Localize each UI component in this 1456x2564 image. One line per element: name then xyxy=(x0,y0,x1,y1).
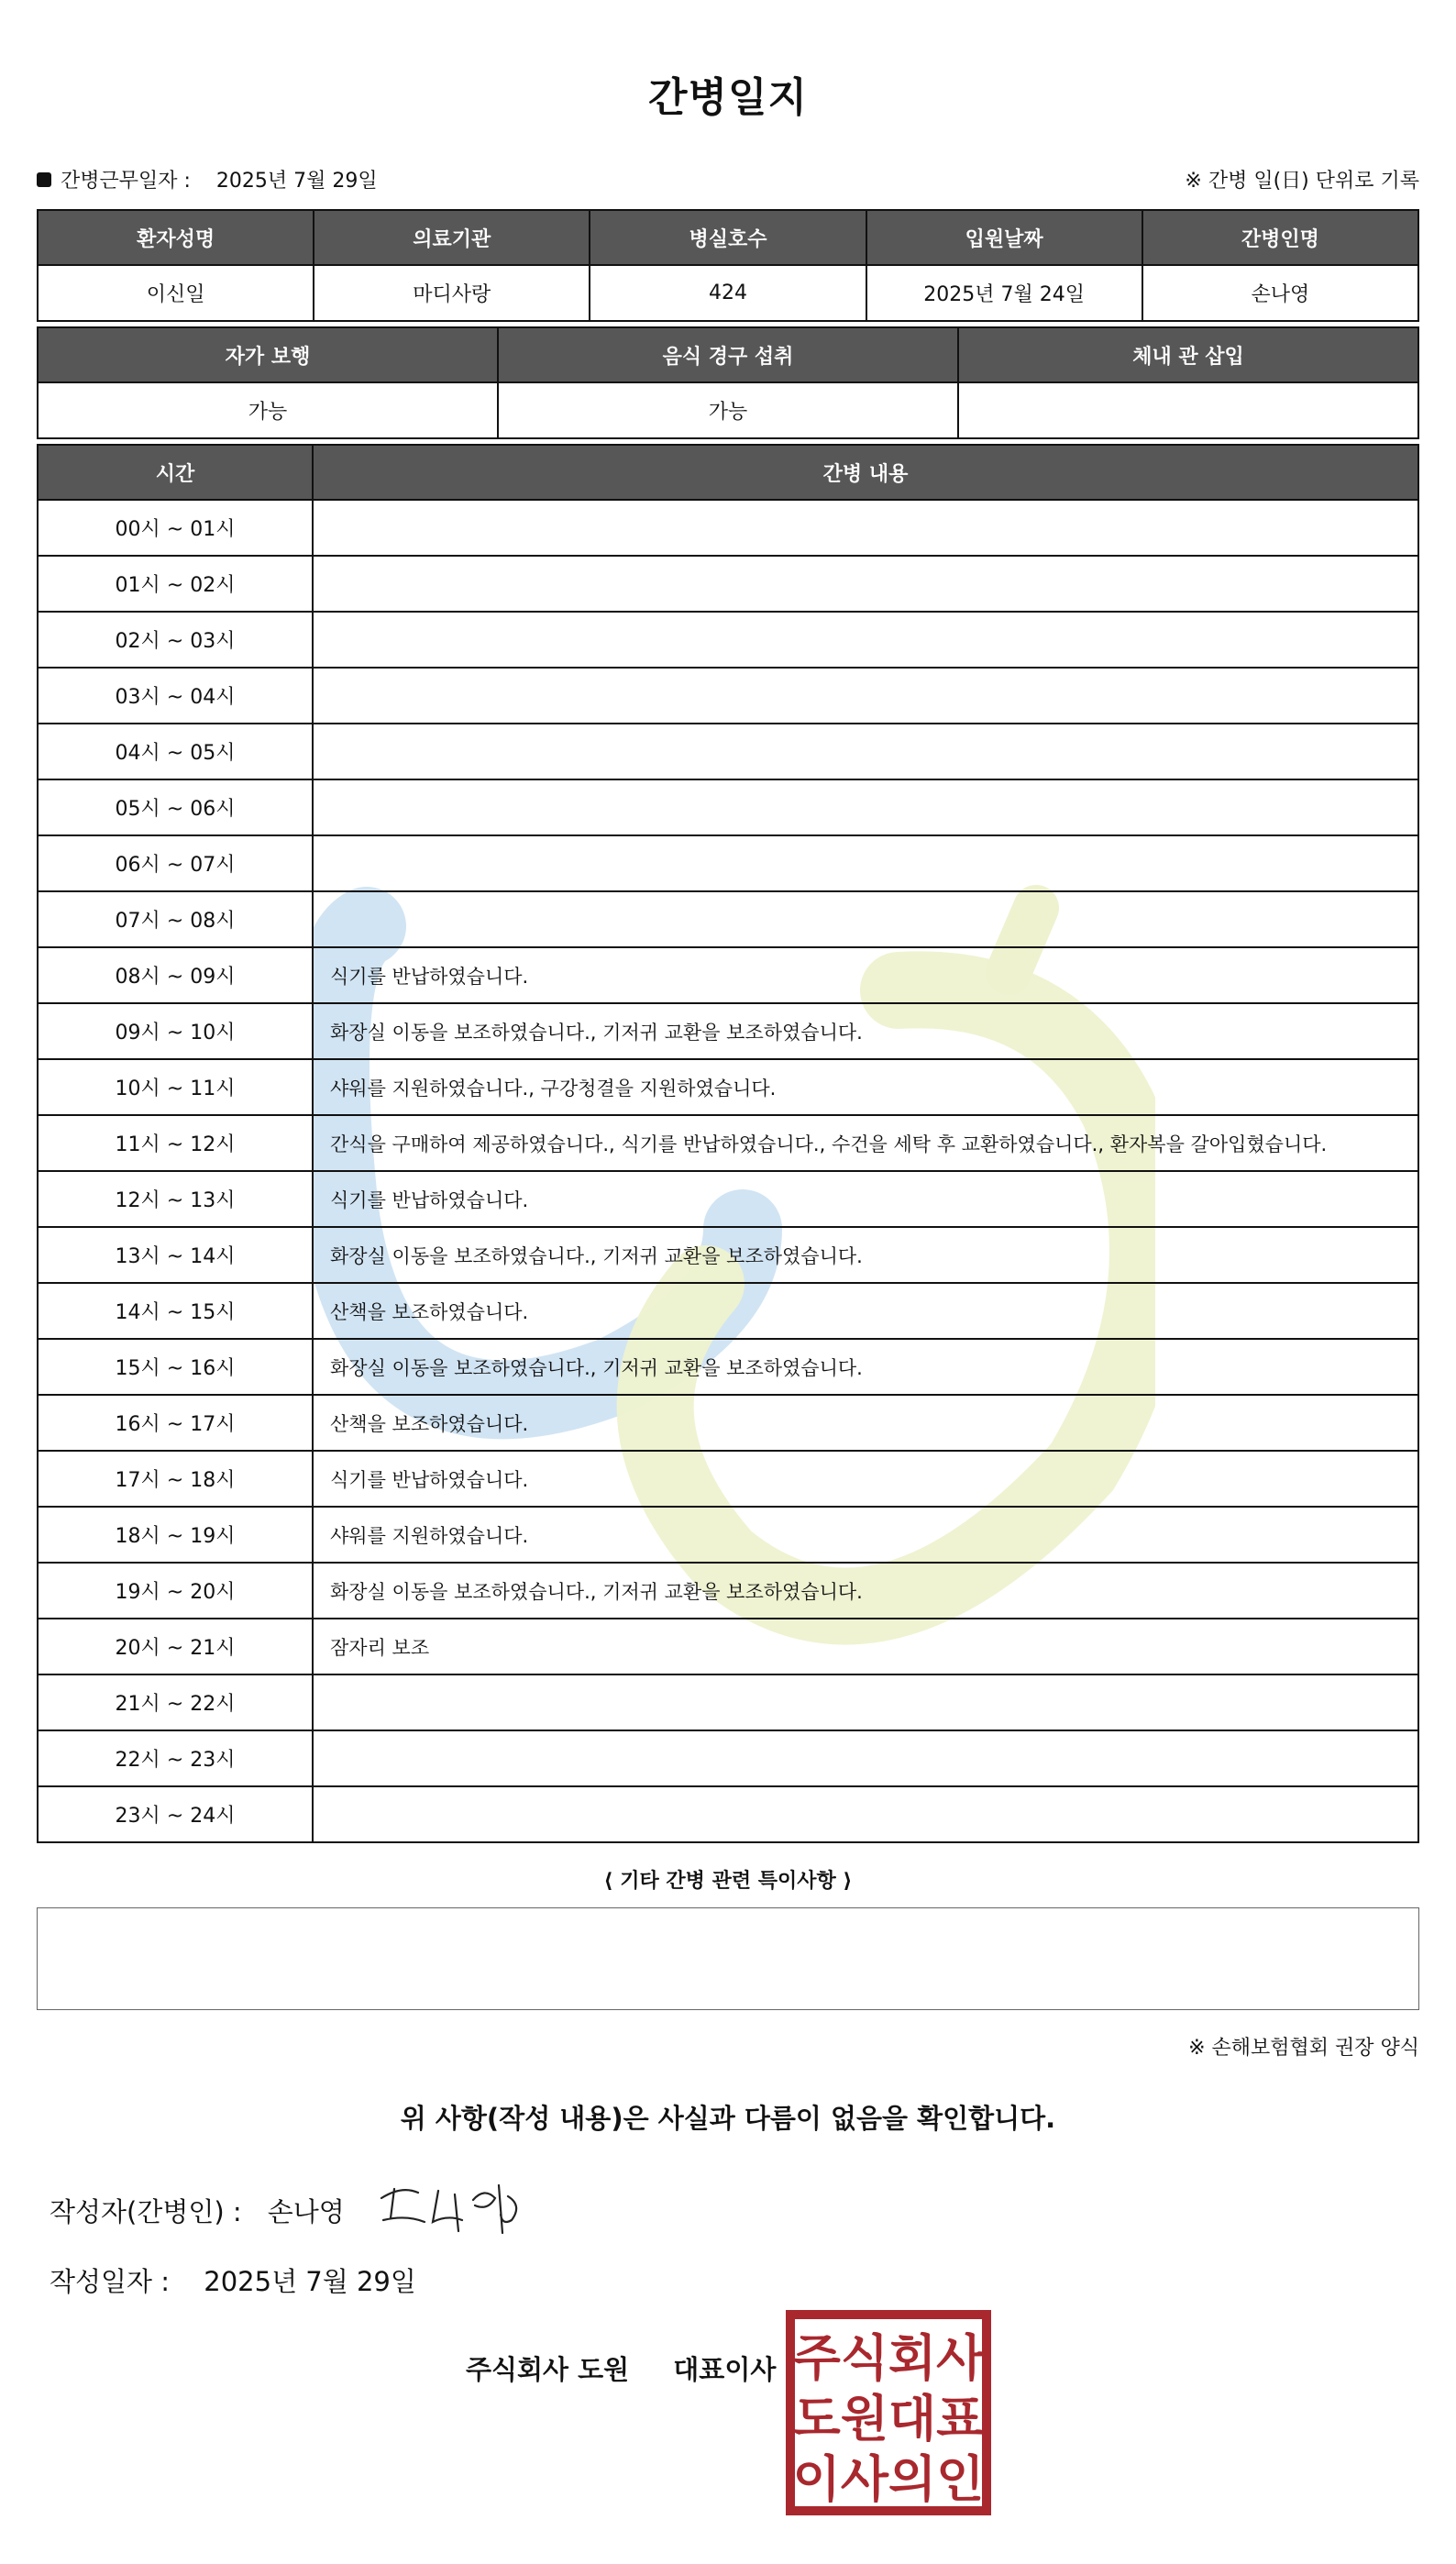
care-log-time: 01시 ~ 02시 xyxy=(38,556,313,612)
company-seal-stamp xyxy=(785,2309,992,2516)
confirm-statement: 위 사항(작성 내용)은 사실과 다름이 없음을 확인합니다. xyxy=(400,2103,1056,2134)
writer-label: 작성자(간병인) : xyxy=(50,2196,242,2227)
care-log-content[interactable] xyxy=(313,1674,1418,1730)
care-log-row xyxy=(38,1619,1418,1674)
care-log-time: 05시 ~ 06시 xyxy=(38,779,313,835)
care-log-row xyxy=(38,1059,1418,1115)
writer-name: 손나영 xyxy=(267,2196,345,2227)
patient-status-value-row xyxy=(38,382,1418,438)
oral-intake: 가능 xyxy=(498,382,958,438)
care-log-content[interactable] xyxy=(313,668,1418,724)
care-log-content[interactable] xyxy=(313,500,1418,556)
care-log-content[interactable]: 산책을 보조하였습니다. xyxy=(313,1283,1418,1339)
care-log-row xyxy=(38,1227,1418,1283)
care-log-time: 14시 ~ 15시 xyxy=(38,1283,313,1339)
care-log-header-row xyxy=(38,445,1418,500)
care-log-time: 07시 ~ 08시 xyxy=(38,891,313,947)
care-log-time: 12시 ~ 13시 xyxy=(38,1171,313,1227)
patient-status-header-row xyxy=(38,327,1418,382)
care-log-time: 09시 ~ 10시 xyxy=(38,1003,313,1059)
care-log-content[interactable]: 화장실 이동을 보조하였습니다., 기저귀 교환을 보조하였습니다. xyxy=(313,1227,1418,1283)
work-date xyxy=(37,165,378,193)
tube-insertion xyxy=(958,382,1418,438)
care-log-content[interactable] xyxy=(313,1730,1418,1786)
care-log-content[interactable]: 식기를 반납하였습니다. xyxy=(313,1171,1418,1227)
write-date-value: 2025년 7월 29일 xyxy=(204,2266,416,2297)
care-log-time: 19시 ~ 20시 xyxy=(38,1563,313,1619)
care-log-row xyxy=(38,1451,1418,1507)
care-log-time: 17시 ~ 18시 xyxy=(38,1451,313,1507)
care-log-body xyxy=(38,500,1418,1842)
care-log-row xyxy=(38,724,1418,779)
company-rep: 대표이사 xyxy=(673,2354,777,2385)
care-log-time: 16시 ~ 17시 xyxy=(38,1395,313,1451)
square-bullet-icon xyxy=(37,172,51,187)
care-log-time: 04시 ~ 05시 xyxy=(38,724,313,779)
care-log-content[interactable]: 간식을 구매하여 제공하였습니다., 식기를 반납하였습니다., 수건을 세탁 후 교환하였습니다., 환자복을 갈아입혔습니다. xyxy=(313,1115,1418,1171)
page-title: 간병일지 xyxy=(647,74,808,121)
patient-status-table xyxy=(37,326,1419,439)
care-log-time: 15시 ~ 16시 xyxy=(38,1339,313,1395)
care-log-content[interactable] xyxy=(313,891,1418,947)
caregiver-name: 손나영 xyxy=(1142,265,1418,321)
care-log-table xyxy=(37,444,1419,1843)
care-log-content[interactable] xyxy=(313,835,1418,891)
care-log-row xyxy=(38,1003,1418,1059)
care-log-content[interactable] xyxy=(313,1786,1418,1842)
care-log-content[interactable]: 화장실 이동을 보조하였습니다., 기저귀 교환을 보조하였습니다. xyxy=(313,1003,1418,1059)
header-oral-intake: 음식 경구 섭취 xyxy=(498,327,958,382)
care-log-content[interactable]: 샤워를 지원하였습니다., 구강청결을 지원하였습니다. xyxy=(313,1059,1418,1115)
association-note: ※ 손해보험협회 권장 양식 xyxy=(1188,2037,1419,2060)
self-walking: 가능 xyxy=(38,382,498,438)
hospital: 마디사랑 xyxy=(314,265,590,321)
care-log-row xyxy=(38,1507,1418,1563)
care-log-content[interactable] xyxy=(313,724,1418,779)
care-log-time: 06시 ~ 07시 xyxy=(38,835,313,891)
care-log-row xyxy=(38,1730,1418,1786)
room-number: 424 xyxy=(590,265,866,321)
care-log-content[interactable] xyxy=(313,612,1418,668)
header-admission-date: 입원날짜 xyxy=(866,210,1142,265)
care-log-time: 10시 ~ 11시 xyxy=(38,1059,313,1115)
care-log-content[interactable]: 식기를 반납하였습니다. xyxy=(313,947,1418,1003)
care-log-row xyxy=(38,1283,1418,1339)
care-log-row xyxy=(38,779,1418,835)
care-log-time: 18시 ~ 19시 xyxy=(38,1507,313,1563)
header-caregiver: 간병인명 xyxy=(1142,210,1418,265)
header-care-content: 간병 내용 xyxy=(313,445,1418,500)
care-log-content[interactable]: 화장실 이동을 보조하였습니다., 기저귀 교환을 보조하였습니다. xyxy=(313,1339,1418,1395)
care-log-row xyxy=(38,835,1418,891)
work-date-value: 2025년 7월 29일 xyxy=(215,170,378,193)
care-log-content[interactable]: 잠자리 보조 xyxy=(313,1619,1418,1674)
care-log-content[interactable]: 식기를 반납하였습니다. xyxy=(313,1451,1418,1507)
care-log-time: 03시 ~ 04시 xyxy=(38,668,313,724)
company-name: 주식회사 도원 xyxy=(466,2354,630,2385)
care-log-time: 20시 ~ 21시 xyxy=(38,1619,313,1674)
care-log-time: 21시 ~ 22시 xyxy=(38,1674,313,1730)
patient-info-header-row xyxy=(38,210,1418,265)
header-tube-insertion: 체내 관 삽입 xyxy=(958,327,1418,382)
care-log-row xyxy=(38,668,1418,724)
care-log-content[interactable]: 화장실 이동을 보조하였습니다., 기저귀 교환을 보조하였습니다. xyxy=(313,1563,1418,1619)
meta-row xyxy=(37,165,1419,194)
header-time: 시간 xyxy=(38,445,313,500)
care-log-time: 11시 ~ 12시 xyxy=(38,1115,313,1171)
care-log-time: 08시 ~ 09시 xyxy=(38,947,313,1003)
care-log-row xyxy=(38,1395,1418,1451)
handwritten-signature xyxy=(374,2178,530,2242)
care-log-row xyxy=(38,947,1418,1003)
unit-note: ※ 간병 일(日) 단위로 기록 xyxy=(1185,170,1419,193)
care-log-content[interactable]: 산책을 보조하였습니다. xyxy=(313,1395,1418,1451)
patient-info-table xyxy=(37,209,1419,322)
care-log-row xyxy=(38,1339,1418,1395)
header-hospital: 의료기관 xyxy=(314,210,590,265)
header-room: 병실호수 xyxy=(590,210,866,265)
header-self-walking: 자가 보행 xyxy=(38,327,498,382)
seal-line-1: 주식회사 xyxy=(792,2329,985,2387)
care-log-row xyxy=(38,612,1418,668)
care-log-row xyxy=(38,1171,1418,1227)
care-log-row xyxy=(38,1674,1418,1730)
care-log-content[interactable] xyxy=(313,556,1418,612)
care-log-time: 23시 ~ 24시 xyxy=(38,1786,313,1842)
care-log-time: 00시 ~ 01시 xyxy=(38,500,313,556)
seal-line-3: 이사의인 xyxy=(792,2450,985,2508)
patient-name: 이신일 xyxy=(38,265,314,321)
care-log-row xyxy=(38,500,1418,556)
work-date-label: 간병근무일자 : xyxy=(61,170,191,193)
write-date-label: 작성일자 : xyxy=(50,2266,171,2297)
remarks-title: ⟨ 기타 간병 관련 특이사항 ⟩ xyxy=(603,1870,853,1893)
writer-line xyxy=(50,2192,345,2229)
care-log-row xyxy=(38,556,1418,612)
care-log-time: 13시 ~ 14시 xyxy=(38,1227,313,1283)
write-date-line xyxy=(50,2261,416,2299)
patient-info-value-row xyxy=(38,265,1418,321)
header-patient-name: 환자성명 xyxy=(38,210,314,265)
remarks-box[interactable] xyxy=(37,1907,1419,2010)
care-log-content[interactable]: 샤워를 지원하였습니다. xyxy=(313,1507,1418,1563)
care-log-row xyxy=(38,1563,1418,1619)
care-log-time: 02시 ~ 03시 xyxy=(38,612,313,668)
care-log-row xyxy=(38,1115,1418,1171)
care-log-time: 22시 ~ 23시 xyxy=(38,1730,313,1786)
care-log-content[interactable] xyxy=(313,779,1418,835)
care-log-row xyxy=(38,1786,1418,1842)
seal-line-2: 도원대표 xyxy=(792,2390,985,2448)
care-log-row xyxy=(38,891,1418,947)
company-line xyxy=(466,2349,776,2387)
admission-date: 2025년 7월 24일 xyxy=(866,265,1142,321)
